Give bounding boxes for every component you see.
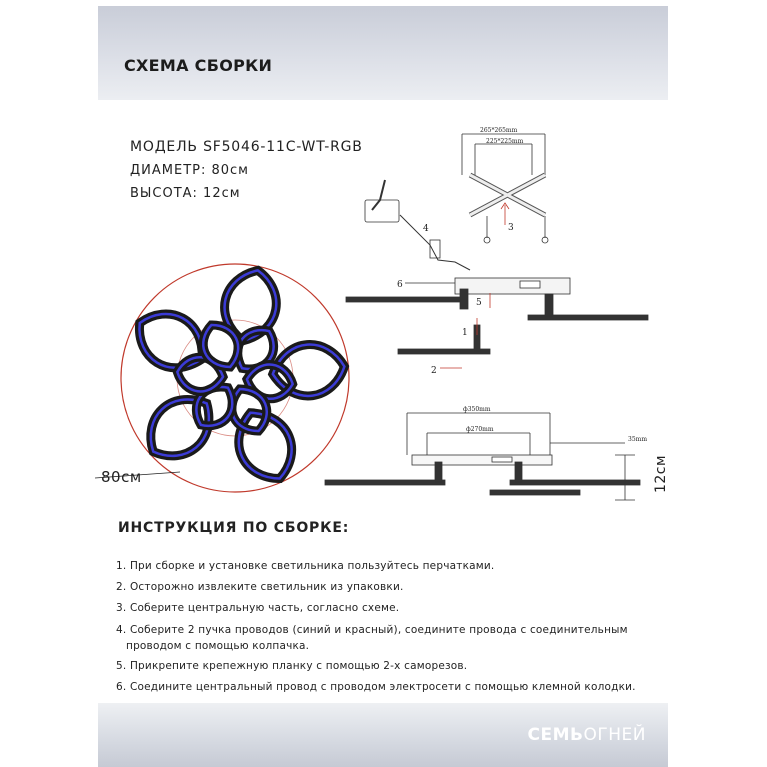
instruction-step: 6. Соедините центральный провод с проводом электросети с помощью клемной колодки. [116, 681, 636, 693]
dim-side-depth: 35mm [628, 436, 648, 443]
outer-petals [127, 265, 347, 489]
exploded-view [346, 134, 648, 368]
dim-side-outer: ф350mm [463, 406, 491, 413]
instruction-step-cont: проводом с помощью колпачка. [126, 640, 310, 652]
instruction-step: 4. Соберите 2 пучка проводов (синий и красный), соедините провода с соединительным [116, 624, 628, 636]
dim-top-inner: 225*225mm [486, 138, 524, 145]
step-mark-4: 4 [423, 224, 429, 234]
instruction-step: 5. Прикрепите крепежную планку с помощью 2-х саморезов. [116, 660, 468, 672]
instruction-step: 2. Осторожно извлеките светильник из упаковки. [116, 581, 404, 593]
brand-logo: СЕМЬОГНЕЙ [527, 725, 646, 745]
step-mark-1: 1 [462, 328, 468, 338]
footer-banner [98, 703, 668, 767]
step-mark-5: 5 [476, 298, 482, 308]
diameter-dimension: 80см [101, 468, 142, 486]
step-mark-2: 2 [431, 366, 437, 376]
chandelier-top-view [95, 264, 349, 492]
instructions-list [116, 556, 676, 698]
height-label: ВЫСОТА: 12см [130, 186, 241, 201]
model-label: МОДЕЛЬ SF5046-11C-WT-RGB [130, 139, 363, 155]
dim-side-inner: ф270mm [466, 426, 494, 433]
instruction-step: 3. Соберите центральную часть, согласно схеме. [116, 602, 400, 614]
step-mark-6: 6 [397, 280, 403, 290]
instructions-title: ИНСТРУКЦИЯ ПО СБОРКЕ: [118, 520, 350, 536]
height-dimension: 12см [653, 454, 670, 494]
diameter-label: ДИАМЕТР: 80см [130, 163, 249, 178]
page-title: СХЕМА СБОРКИ [124, 56, 273, 75]
step-mark-3: 3 [508, 223, 514, 233]
dim-top-outer: 265*265mm [480, 127, 518, 134]
instruction-step: 1. При сборке и установке светильника пользуйтесь перчатками. [116, 560, 495, 572]
